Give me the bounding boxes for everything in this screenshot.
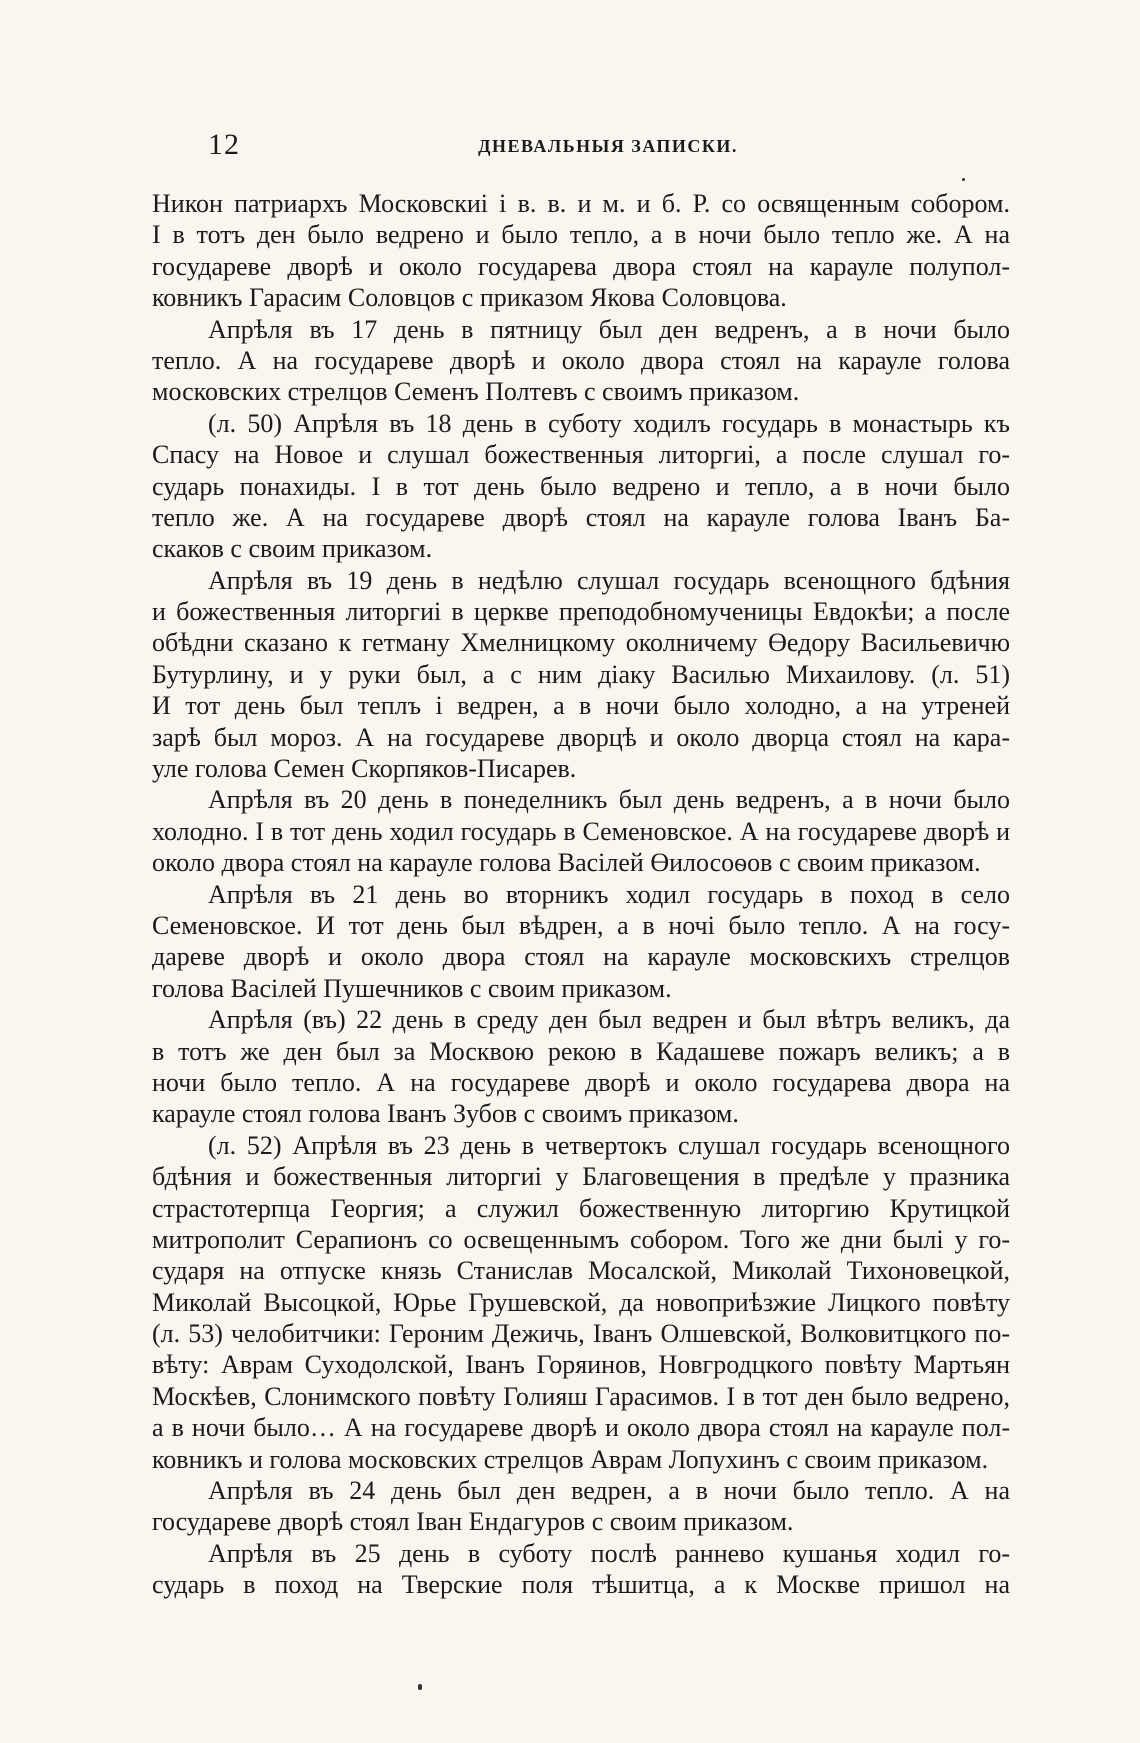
text-line: уле голова Семен Скорпяков-Писарев. (152, 754, 577, 784)
page-header (208, 128, 1008, 168)
text-line: обѣдни сказано к гетману Хмелницкому околничему Өедору Васильевичю (152, 628, 1010, 658)
text-line: страстотерпца Георгия; а служил божественную литоргию Крутицкой (152, 1193, 1010, 1223)
body-text (152, 188, 1010, 1601)
text-line: в тотъ же ден был за Москвою рекою в Кадашеве пожаръ великъ; а в (152, 1036, 1010, 1066)
text-line: сударь понахиды. І в тот день было ведрено и тепло, а в ночи было (152, 471, 1010, 501)
print-speck (962, 178, 965, 181)
text-line: Апрѣля въ 24 день был ден ведрен, а в ночи было тепло. А на (208, 1476, 1010, 1506)
text-line: Апрѣля въ 25 день в суботу послѣ раннево кушанья ходил го- (208, 1538, 1010, 1568)
text-line: около двора стоял на карауле голова Васілей Өилосоѳов с своим приказом. (152, 848, 981, 878)
text-line: Апрѣля въ 21 день во вторникъ ходил государь в поход в село (208, 879, 1010, 909)
text-line: Миколай Высоцкой, Юрье Грушевской, да новоприѣзжие Лицкого повѣту (152, 1287, 1010, 1317)
text-line: Семеновское. И тот день был вѣдрен, а в ночі было тепло. А на госу- (152, 910, 1010, 940)
text-line: скаков с своим приказом. (152, 534, 433, 564)
text-line: Никон патриархъ Московскиі і в. в. и м. и б. Р. со освященным собором. (152, 189, 1010, 218)
text-line: ковникъ и голова московских стрелцов Аврам Лопухинъ с своим приказом. (152, 1444, 989, 1474)
text-line: и божественныя литоргиі в церкве преподобномученицы Евдокѣи; а после (152, 597, 1010, 627)
page-number: 12 (208, 128, 240, 161)
text-line: Апрѣля въ 19 день в недѣлю слушал государь всенощного бдѣния (208, 565, 1010, 595)
text-line: И тот день был теплъ і ведрен, а в ночи было холодно, а на утреней (152, 691, 1010, 721)
text-line: Спасу на Новое и слушал божественныя литоргиі, а после слушал го- (152, 440, 1010, 470)
text-line: карауле стоял голова Іванъ Зубов с своимъ приказом. (152, 1099, 739, 1129)
text-line: тепло. А на государеве дворѣ и около двора стоял на карауле голова (152, 345, 1010, 375)
text-line: государеве дворѣ стоял Іван Ендагуров с своим приказом. (152, 1507, 794, 1537)
text-line: государеве дворѣ и около государева двора стоял на карауле полупол- (152, 251, 1010, 281)
text-line: ковникъ Гарасим Соловцов с приказом Якова Соловцова. (152, 283, 787, 313)
text-line: І в тотъ ден было ведрено и было тепло, а в ночи было тепло же. А на (152, 220, 1010, 250)
text-line: (л. 52) Апрѣля въ 23 день в четвертокъ слушал государь всенощного (208, 1130, 1010, 1160)
text-line: ночи было тепло. А на государеве дворѣ и около государева двора на (152, 1067, 1010, 1097)
text-line: Апрѣля (въ) 22 день в среду ден был ведрен и был вѣтръ великъ, да (208, 1005, 1010, 1035)
text-line: Апрѣля въ 20 день в понеделникъ был день ведренъ, а в ночи было (208, 785, 1010, 815)
text-line: Бутурлину, и у руки был, а с ним діаку Василью Михаилову. (л. 51) (152, 659, 1010, 689)
text-line: Москѣев, Слонимского повѣту Голияш Гарасимов. І в тот ден было ведрено, (152, 1381, 1010, 1411)
text-line: сударя на отпуске князь Станислав Мосалской, Миколай Тихоновецкой, (152, 1256, 1010, 1286)
text-line: (л. 50) Апрѣля въ 18 день в суботу ходилъ государь в монастырь къ (208, 408, 1010, 438)
text-line: тепло же. А на государеве дворѣ стоял на карауле голова Іванъ Ба- (152, 502, 1010, 532)
text-line: дареве дворѣ и около двора стоял на карауле московскихъ стрелцов (152, 942, 1010, 972)
print-speck (418, 1684, 422, 1690)
text-line: московских стрелцов Семенъ Полтевъ с своимъ приказом. (152, 377, 800, 407)
running-title: ДНЕВАЛЬНЫЯ ЗАПИСКИ. (478, 136, 738, 156)
text-line: а в ночи было… А на государеве дворѣ и около двора стоял на карауле пол- (152, 1413, 1010, 1443)
text-line: бдѣния и божественныя литоргиі у Благовещения в предѣле у празника (152, 1162, 1010, 1192)
text-line: Апрѣля въ 17 день в пятницу был ден ведренъ, а в ночи было (208, 314, 1010, 344)
text-line: митрополит Серапионъ со освещеннымъ собором. Того же дни былі у го- (152, 1224, 1010, 1254)
text-line: (л. 53) челобитчики: Героним Дежичь, Іванъ Олшевской, Волковитцкого по- (152, 1319, 1010, 1349)
text-line: вѣту: Аврам Суходолской, Іванъ Горяинов, Новгродцкого повѣту Мартьян (152, 1350, 1010, 1380)
text-line: сударь в поход на Тверские поля тѣшитца, а к Москве пришол на (152, 1570, 1010, 1600)
text-line: голова Васілей Пушечников с своим приказом. (152, 973, 672, 1003)
text-line: зарѣ был мороз. А на государеве дворцѣ и около дворца стоял на кара- (152, 722, 1010, 752)
text-line: холодно. І в тот день ходил государь в Семеновское. А на государеве дворѣ и (152, 816, 1010, 846)
